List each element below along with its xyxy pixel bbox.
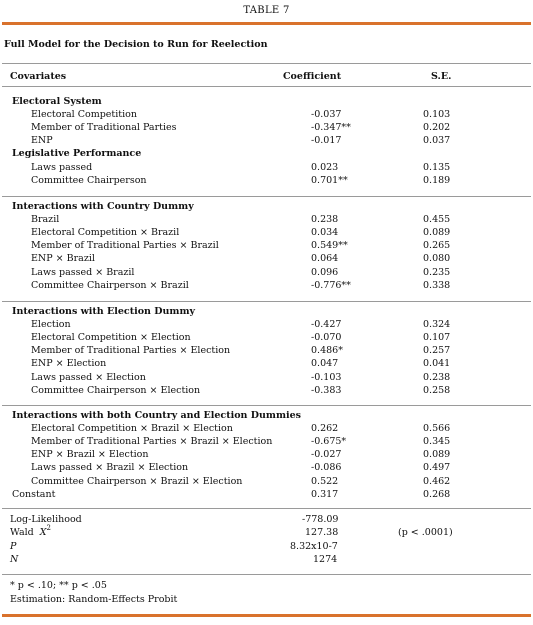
wald-symbol: X: [39, 527, 47, 538]
covariate-label: Member of Traditional Parties × Brazil: [31, 240, 219, 252]
coefficient-cell: 0.549**: [311, 240, 348, 252]
coefficient-cell: 0.096: [311, 266, 339, 278]
covariate-label: Election: [31, 319, 71, 331]
section-heading-row: [0, 201, 533, 214]
section-heading: Interactions with Country Dummy: [12, 201, 194, 212]
section-divider: [2, 405, 531, 406]
coefficient-cell: -0.103: [311, 371, 342, 383]
table-row: [0, 135, 533, 148]
se-cell: 0.258: [423, 384, 451, 396]
coefficient-cell: -0.027: [311, 449, 342, 461]
stat-label: N: [10, 554, 19, 565]
header-top-rule: [2, 63, 531, 64]
header-covariates: Covariates: [10, 71, 67, 82]
table-row: [0, 253, 533, 266]
table-row: [0, 240, 533, 253]
coefficient-cell: 0.701**: [311, 174, 348, 186]
stat-row-wald: [0, 524, 533, 540]
section-divider: [2, 196, 531, 197]
bottom-rule: [2, 614, 531, 617]
covariate-label: Committee Chairperson × Election: [31, 384, 201, 396]
covariate-label: ENP × Election: [31, 358, 107, 370]
table-caption: Full Model for the Decision to Run for Reelection: [4, 39, 268, 50]
table-row: [0, 358, 533, 371]
covariate-label: Laws passed × Election: [31, 371, 146, 383]
covariate-label: Laws passed × Brazil: [31, 266, 135, 278]
coefficient-cell: -0.017: [311, 135, 342, 147]
table-row: [0, 423, 533, 436]
section-heading-row: [0, 306, 533, 319]
coefficient-cell: -0.675*: [311, 436, 347, 448]
coefficient-cell: 0.023: [311, 161, 339, 173]
covariate-label: Brazil: [31, 214, 60, 226]
stat-row-loglik: [0, 514, 533, 527]
se-cell: 0.202: [423, 122, 451, 134]
se-cell: 0.338: [423, 279, 451, 291]
covariate-label: Member of Traditional Parties × Brazil × Election: [31, 436, 273, 448]
table-row: [0, 109, 533, 122]
section-heading: Legislative Performance: [12, 148, 142, 160]
stat-value: 8.32x10-7: [290, 541, 338, 552]
table-row: [0, 280, 533, 293]
coefficient-cell: -0.086: [311, 462, 342, 474]
section-divider: [2, 301, 531, 302]
stat-value: 1274: [313, 554, 338, 565]
se-cell: 0.497: [423, 462, 451, 474]
significance-note: * p < .10; ** p < .05: [10, 580, 107, 591]
table-row: [0, 227, 533, 240]
section-heading: Interactions with both Country and Election Dummies: [12, 410, 302, 421]
coefficient-cell: 0.486*: [311, 345, 343, 357]
coefficient-cell: -0.070: [311, 332, 342, 344]
se-cell: 0.107: [423, 332, 451, 344]
stat-value: 127.38: [305, 527, 339, 538]
se-cell: 0.345: [423, 436, 451, 448]
stat-row-p: [0, 541, 533, 554]
stat-label: Log-Likelihood: [10, 514, 82, 525]
covariate-label: Member of Traditional Parties: [31, 122, 177, 134]
covariate-label: Committee Chairperson × Brazil × Election: [31, 475, 243, 487]
table-row: [0, 476, 533, 489]
se-cell: 0.257: [423, 345, 451, 357]
table-row: [0, 122, 533, 135]
stat-value: -778.09: [302, 514, 339, 525]
se-cell: 0.080: [423, 253, 451, 265]
table-row: [0, 462, 533, 475]
covariate-label: Constant: [12, 488, 56, 500]
stats-top-rule: [2, 508, 531, 509]
coefficient-cell: 0.317: [311, 488, 339, 500]
se-cell: 0.265: [423, 240, 451, 252]
notes-top-rule: [2, 574, 531, 575]
header-coefficient: Coefficient: [283, 71, 342, 82]
section-heading-row: [0, 96, 533, 109]
stat-pvalue: (p < .0001): [398, 527, 453, 538]
se-cell: 0.089: [423, 227, 451, 239]
table-row: [0, 175, 533, 188]
table-row: [0, 214, 533, 227]
covariate-label: Laws passed × Brazil × Election: [31, 462, 189, 474]
table-row: [0, 372, 533, 385]
coefficient-cell: 0.034: [311, 227, 339, 239]
covariate-label: ENP × Brazil × Election: [31, 449, 149, 461]
table-row: [0, 332, 533, 345]
covariate-label: Electoral Competition × Brazil × Election: [31, 423, 233, 435]
coefficient-cell: 0.262: [311, 423, 339, 435]
section-heading: Electoral System: [12, 96, 102, 107]
covariate-label: ENP: [31, 135, 53, 147]
se-cell: 0.324: [423, 319, 451, 331]
stat-label: P: [10, 541, 17, 552]
coefficient-cell: 0.522: [311, 475, 339, 487]
se-cell: 0.462: [423, 475, 451, 487]
section-heading-row: [0, 148, 533, 161]
se-cell: 0.041: [423, 358, 451, 370]
coefficient-cell: -0.383: [311, 384, 342, 396]
section-heading-row: [0, 410, 533, 423]
stat-row-n: [0, 554, 533, 567]
table-row: [0, 489, 533, 502]
section-heading: Interactions with Election Dummy: [12, 306, 196, 317]
table-row: [0, 345, 533, 358]
estimation-note: Estimation: Random-Effects Probit: [10, 594, 178, 605]
coefficient-cell: -0.037: [311, 109, 342, 121]
covariate-label: Electoral Competition: [31, 109, 137, 121]
coefficient-cell: 0.064: [311, 253, 339, 265]
table-title: TABLE 7: [243, 5, 290, 16]
coefficient-cell: -0.347**: [311, 122, 351, 134]
table-row: [0, 319, 533, 332]
top-rule: [2, 22, 531, 25]
table-row: [0, 385, 533, 398]
se-cell: 0.235: [423, 266, 451, 278]
table-row: [0, 436, 533, 449]
coefficient-cell: 0.238: [311, 214, 339, 226]
se-cell: 0.103: [423, 109, 451, 121]
table-row: [0, 267, 533, 280]
se-cell: 0.089: [423, 449, 451, 461]
se-cell: 0.455: [423, 214, 451, 226]
wald-superscript: 2: [46, 524, 52, 532]
stat-label: [10, 524, 52, 538]
coefficient-cell: 0.047: [311, 358, 339, 370]
se-cell: 0.135: [423, 161, 451, 173]
header-se: S.E.: [431, 71, 452, 82]
se-cell: 0.238: [423, 371, 451, 383]
covariate-label: Committee Chairperson: [31, 174, 147, 186]
coefficient-cell: -0.776**: [311, 279, 351, 291]
covariate-label: Electoral Competition × Election: [31, 332, 191, 344]
se-cell: 0.189: [423, 174, 451, 186]
se-cell: 0.268: [423, 488, 451, 500]
se-cell: 0.566: [423, 423, 451, 435]
table-row: [0, 162, 533, 175]
wald-label: Wald: [10, 527, 34, 538]
se-cell: 0.037: [423, 135, 451, 147]
coefficient-cell: -0.427: [311, 319, 342, 331]
covariate-label: ENP × Brazil: [31, 253, 95, 265]
covariate-label: Electoral Competition × Brazil: [31, 227, 180, 239]
covariate-label: Committee Chairperson × Brazil: [31, 279, 189, 291]
covariate-label: Member of Traditional Parties × Election: [31, 345, 231, 357]
covariate-label: Laws passed: [31, 161, 93, 173]
header-bottom-rule: [2, 86, 531, 87]
table-row: [0, 449, 533, 462]
